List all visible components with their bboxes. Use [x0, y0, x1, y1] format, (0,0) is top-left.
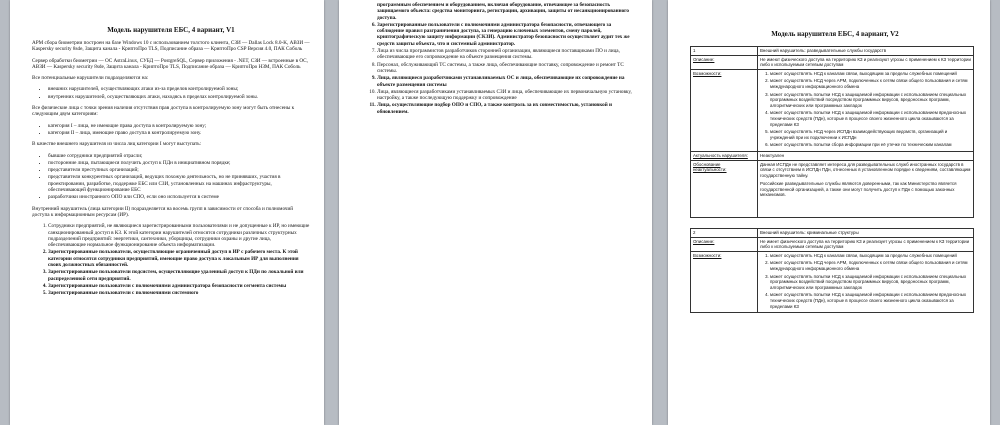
- table-row: [691, 55, 974, 69]
- list-item: 8. Персонал, обслуживающий ТС системы, а также лица, обеспечивающие поставку, сопровождение и ремонт ТС системы.: [377, 62, 636, 75]
- list-internal-groups-cont: [359, 2, 636, 115]
- list-item: 3. Зарегистрированные пользователи подсистем, осуществляющие удаленный доступ к ПДн по локальной или распределенной сети предприятий.: [48, 269, 310, 282]
- list-item: 4. может осуществлять попытки НСД к защищаемой информации с использованием вредоносных технических средств (ПДн), которые в процессе своего жизненного цикла оказываются за пределами КЗ: [770, 292, 971, 309]
- table-cell: Возможности:: [691, 251, 758, 312]
- table-cell: Внешний нарушитель: разведывательные службы государств: [758, 47, 974, 56]
- table-cell: [758, 251, 974, 312]
- list-item: 7. Лица из числа программистов разработчиков сторонней организации, являющиеся поставщиками ПО и лица, обеспечивающие его сопровождение на объекте размещения системы.: [377, 48, 636, 61]
- list-item: 1. может осуществлять НСД к каналам связи, выходящим за пределы служебных помещений: [770, 71, 971, 77]
- list-item: • категория II – лица, имеющие право доступа в контролируемую зону.: [48, 130, 310, 136]
- table-cell: Не имеет физического доступа на территорию КЗ и реализует угрозы с применением к КЗ территории либо к используемым сетевым доступам: [758, 237, 974, 251]
- table-cell: Обоснование неактуальности:: [691, 160, 758, 218]
- paragraph-internal: Внутренний нарушитель (лица категории II) подразделяется на восемь групп в зависимости от способа и полномочий доступа к информационным ресурсам (ИР).: [32, 205, 294, 218]
- list-item: 5. Зарегистрированные пользователи с полномочиями системного: [48, 290, 310, 296]
- page-title: Модель нарушителя ЕБС, 4 вариант, V1: [107, 26, 235, 34]
- table-cell: 1: [691, 47, 758, 56]
- list-internal-groups: [32, 223, 310, 296]
- table-row: [691, 251, 974, 312]
- list-item: 6. может осуществлять попытки сбора информации при её утечке по техническим каналам: [770, 142, 971, 148]
- list-item: • категория I – лица, не имеющие права доступа в контролируемую зону;: [48, 123, 310, 129]
- list-item: • представители конкурентных организаций, ведущих похожую деятельность, но не принявших, участия в проектировании, разработке, поддержке ЕБС или СЗИ, установленных на машинах инфраструктуры, обеспечивающей функционирование ЕБС: [48, 174, 310, 193]
- violator-table: [690, 46, 974, 313]
- table-cell: Актуальность нарушителя:: [691, 151, 758, 160]
- document-page-1: [10, 0, 324, 425]
- list-item: 3. может осуществлять попытки НСД к защищаемой информации с использованием специальных программных воздействий посредством программных вирусов, вредоносных программ, алгоритмических или программных закладок: [770, 274, 971, 291]
- table-row: [691, 47, 974, 56]
- paragraph-arm: АРМ сбора биометрии построен на базе Windows 10 с использованием толстого клиента, СЗИ — Dallas Lock 8.0-K, АВЗИ — Kaspersky security 8sde, Защита канала - КриптоПро TLS, Подписание образа — КриптоПро CSP Версия 4.0, ПАК Соболь: [32, 40, 310, 53]
- list-external-violators: [32, 153, 310, 201]
- list-item: • разработчики иностранного ОПО или СПО, если оно используется в системе: [48, 194, 310, 200]
- table-cell: [758, 69, 974, 151]
- table-cell: Не имеют физического доступа на территорию КЗ и реализуют угрозы с применением к КЗ территории либо к используемым сетевым доступам: [758, 55, 974, 69]
- table-row: [691, 160, 974, 218]
- list-item: 1. Сотрудники предприятий, не являющиеся зарегистрированными пользователями и не допущенные к ИР, но имеющие санкционированный доступ в КЗ. К этой категории нарушителей относятся сотрудники различных структурных подразделений предприятий: энергетики, сантехники, уборщицы, сотрудники охраны и другие лица, обеспечивающие нормальное функционирование объекта информатизации.: [48, 223, 310, 248]
- table-cell: Внешний нарушитель: криминальные структуры: [758, 229, 974, 238]
- table-cell: Возможности:: [691, 69, 758, 151]
- paragraph-categories: Все физические лица с точки зрения наличия отсутствия прав доступа в контролируемую зону могут быть отнесены к следующим двум категориям:: [32, 105, 295, 118]
- table-cell: Описание:: [691, 237, 758, 251]
- list-item: программным обеспечением и оборудованием, включая оборудование, отвечающее за безопасность защищаемого объекта: средства мониторинга, регистрации, архивации, защиты от несанкционированного доступа.: [377, 2, 629, 21]
- list-item: 6. Зарегистрированные пользователи с полномочиями администратора безопасности, отвечающего за соблюдение правил разграничения доступа, за генерацию ключевых элементов, смену паролей, криптографическую защиту информации (СКЗИ). Администратор безопасности осуществляет аудит тех же средств защиты объекта, что и системный администратор.: [377, 22, 636, 47]
- list-item: 11. Лица, осуществляющие подбор ОПО и СПО, а также контроль за их совместимостью, установкой и обновлением.: [377, 102, 636, 115]
- document-page-2: [339, 0, 652, 425]
- list-item: 4. может осуществлять попытки НСД к защищаемой информации с использованием вредоносных технических средств (ПДн), которые в процессе своего жизненного цикла оказываются за пределами КЗ: [770, 110, 971, 127]
- table-row: [691, 151, 974, 160]
- justification-text: Данная ИСПДн не представляет интереса для разведывательных служб иностранных государств в связи с отсутствием в ИСПДн ПДн, отнесенных в установленном порядке к сведениям, составляющим государственную тайну.: [760, 161, 971, 178]
- list-item: 5. может осуществлять НСД через ИСПДн взаимодействующих ведомств, организаций и учреждений при их подключении к ИСПДн: [770, 129, 971, 140]
- list-item: • посторонние лица, пытающиеся получить доступ к ПДн в инициативном порядке;: [48, 160, 310, 166]
- capabilities-list: [760, 71, 971, 148]
- table-cell: 2: [691, 229, 758, 238]
- list-item: 1. может осуществлять НСД к каналам связи, выходящим за пределы служебных помещений: [770, 253, 971, 259]
- list-item: 2. может осуществлять НСД через АРМ, подключенных к сетям связи общего пользования и сетям международного информационного обмена: [770, 260, 971, 271]
- capabilities-list: [760, 253, 971, 309]
- paragraph-intro: Все потенциальные нарушители подразделяются на:: [32, 75, 149, 82]
- table-cell: Неактуален: [758, 151, 974, 160]
- table-spacer: [691, 218, 974, 229]
- list-item: 3. может осуществлять попытки НСД к защищаемой информации с использованием специальных программных воздействий посредством программных вирусов, вредоносных программ, алгоритмических или программных закладок: [770, 92, 971, 109]
- paragraph-external: В качестве внешнего нарушителя из числа лиц категории I могут выступать:: [32, 141, 202, 148]
- table-row: [691, 229, 974, 238]
- list-item: 2. Зарегистрированные пользователи, осуществляющие ограниченный доступ в ИР с рабочего места. К этой категории относятся сотрудники предприятий, имеющие право доступа к локальным ИР для выполнения своих должностных обязанностей.: [48, 249, 310, 268]
- paragraph-server: Сервер обработки биометрии — ОС AstraLinux, СУБД — PostgreSQL, Сервер приложения - .NET, СЗИ — встроенные в ОС, АВЗИ — Kaspersky security 8sde, Защита канала - КриптоПро TLS, Подписание образа — КриптоПро НЗМ, ПАК Соболь: [32, 57, 308, 70]
- table-row: [691, 69, 974, 151]
- document-page-3: [668, 0, 990, 425]
- table-cell: Описание:: [691, 55, 758, 69]
- list-item: • внутренних нарушителей, осуществляющих атаки, находясь в пределах контролируемой зоны.: [48, 94, 310, 100]
- list-categories: [32, 123, 310, 137]
- list-item: • представители преступных организаций;: [48, 167, 310, 173]
- page-title: Модель нарушителя ЕБС, 4 вариант, V2: [771, 30, 899, 38]
- list-item: 9. Лица, являющиеся разработчиками устанавливаемых ОС и лица, обеспечивающие их сопровождение на объекте размещения системы: [377, 75, 636, 88]
- list-item: • бывшие сотрудники предприятий отрасли;: [48, 153, 310, 159]
- justification-text: Российские разведывательные службы являются доверенными, так как Министерство является государственной организацией, а также они могут получить доступ к ПДн с помощью законных механизмов.: [760, 181, 957, 198]
- table-row: [691, 237, 974, 251]
- list-item: 10. Лица, являющиеся разработчиками устанавливаемых СЗИ и лица, обеспечивающие их первоначальную установку, настройку, а также последующую поддержку и сопровождение: [377, 89, 636, 102]
- list-item: • внешних нарушителей, осуществляющих атаки из-за пределов контролируемой зоны;: [48, 86, 310, 92]
- list-item: 4. Зарегистрированные пользователи с полномочиями администратора безопасности сегмента системы: [48, 283, 310, 289]
- list-violator-types: [32, 86, 310, 100]
- table-cell: [758, 160, 974, 218]
- list-item: 2. может осуществлять НСД через АРМ, подключенных к сетям связи общего пользования и сетям международного информационного обмена: [770, 78, 971, 89]
